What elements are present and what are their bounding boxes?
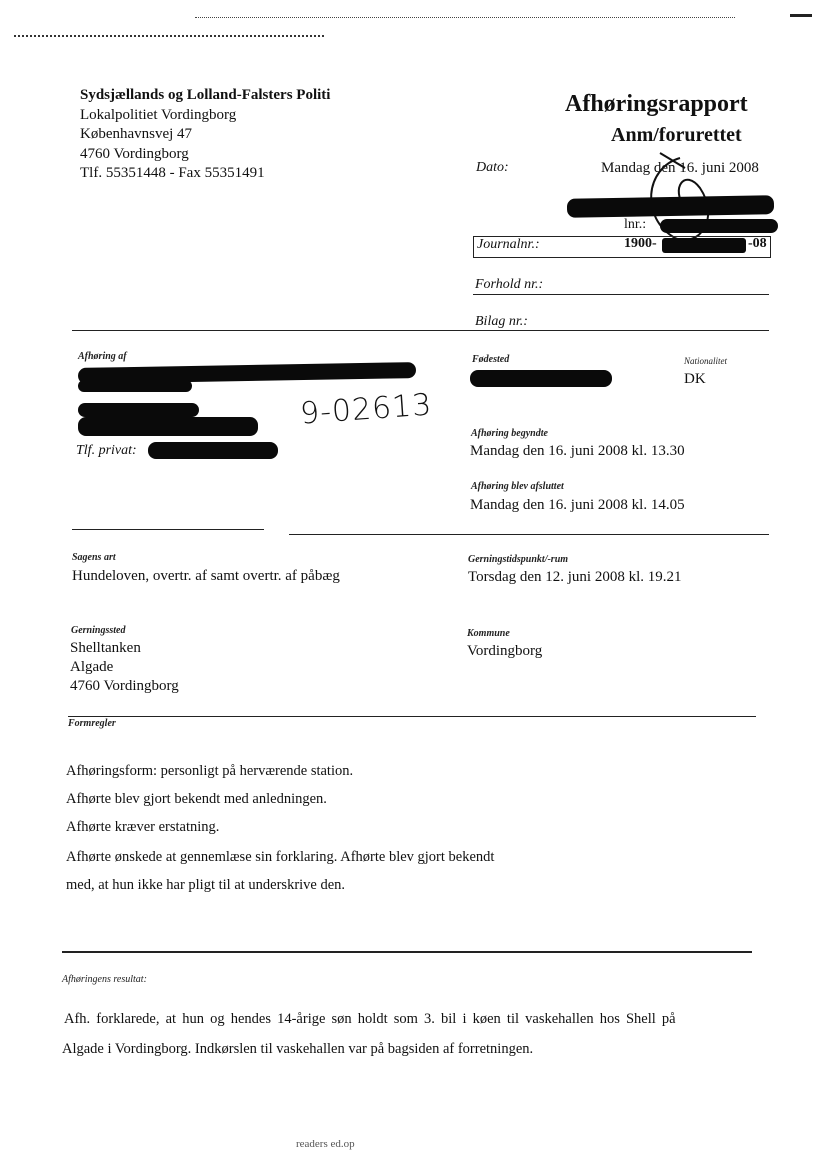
- forhold-label: Forhold nr.:: [475, 277, 544, 292]
- offence-time-value: Torsdag den 12. juni 2008 kl. 19.21: [468, 569, 682, 585]
- sender-street: Københavnsvej 47: [80, 126, 193, 142]
- journal-label: Journalnr.:: [477, 237, 540, 252]
- redaction-bar: [662, 238, 746, 253]
- sender-unit: Lokalpolitiet Vordingborg: [80, 106, 237, 123]
- formalities-line: Afhørte blev gjort bekendt med anledningen.: [66, 791, 327, 807]
- sender-phone: Tlf. 55351448 - Fax 55351491: [80, 165, 265, 181]
- offence-place-line: Shelltanken: [70, 640, 141, 656]
- sender-org: Sydsjællands og Lolland-Falsters Politi: [80, 87, 331, 103]
- offence-place-label: Gerningssted: [71, 625, 126, 636]
- scan-artifact-top: [195, 17, 735, 18]
- divider: [289, 534, 769, 535]
- divider: [72, 330, 769, 331]
- divider: [62, 951, 752, 953]
- footer-text: readers ed.op: [296, 1138, 355, 1150]
- formalities-line: Afhøringsform: personligt på herværende station.: [66, 763, 354, 779]
- redaction-bar: [78, 403, 199, 417]
- redaction-bar: [660, 219, 778, 233]
- interviewee-label: Afhøring af: [78, 351, 127, 362]
- nationality-label: Nationalitet: [684, 356, 728, 366]
- redaction-bar: [78, 380, 192, 392]
- divider: [473, 294, 769, 295]
- offence-place-line: 4760 Vordingborg: [70, 678, 179, 694]
- municipality-label: Kommune: [467, 628, 510, 639]
- redaction-bar: [148, 442, 278, 459]
- divider: [68, 716, 756, 717]
- offence-time-label: Gerningstidspunkt/-rum: [468, 554, 569, 565]
- case-type-label: Sagens art: [72, 552, 116, 563]
- interview-start-label: Afhøring begyndte: [471, 428, 548, 439]
- handwritten-number: 9-02613: [298, 387, 434, 432]
- report-subtitle: Anm/forurettet: [611, 124, 742, 146]
- scan-artifact-block: [790, 14, 812, 17]
- birthplace-label: Fødested: [472, 354, 510, 365]
- formalities-label: Formregler: [68, 718, 116, 729]
- redaction-bar: [470, 370, 612, 387]
- report-title: Afhøringsrapport: [565, 91, 748, 117]
- nationality-value: DK: [684, 371, 706, 387]
- interview-end-value: Mandag den 16. juni 2008 kl. 14.05: [470, 497, 685, 513]
- formalities-line: Afhørte kræver erstatning.: [66, 819, 220, 835]
- date-value: Mandag den 16. juni 2008: [601, 160, 759, 176]
- result-line: Algade i Vordingborg. Indkørslen til vaskehallen var på bagsiden af forretningen.: [62, 1041, 534, 1057]
- lnr-label: lnr.:: [624, 217, 647, 232]
- case-type-value: Hundeloven, overtr. af samt overtr. af påbæg: [72, 568, 340, 584]
- result-line: Afh. forklarede, at hun og hendes 14-årige søn holdt som 3. bil i køen til vaskehallen hos Shell på: [64, 1011, 676, 1027]
- redaction-bar: [567, 195, 774, 218]
- divider: [72, 529, 264, 530]
- sender-address: [80, 86, 330, 184]
- result-label: Afhøringens resultat:: [62, 974, 147, 985]
- bilag-label: Bilag nr.:: [475, 314, 528, 329]
- formalities-line: Afhørte ønskede at gennemlæse sin forklaring. Afhørte blev gjort bekendt: [66, 849, 495, 865]
- redaction-bar: [78, 417, 258, 436]
- municipality-value: Vordingborg: [467, 643, 543, 659]
- journal-value: 1900-: [624, 236, 657, 251]
- phone-private-label: Tlf. privat:: [76, 443, 137, 458]
- formalities-line: med, at hun ikke har pligt til at underskrive den.: [66, 877, 346, 893]
- offence-place-line: Algade: [70, 659, 114, 675]
- interview-start-value: Mandag den 16. juni 2008 kl. 13.30: [470, 443, 685, 459]
- interview-end-label: Afhøring blev afsluttet: [471, 481, 564, 492]
- journal-suffix: -08: [748, 236, 767, 251]
- scan-artifact-left: [14, 35, 324, 37]
- date-label: Dato:: [476, 160, 509, 175]
- sender-city: 4760 Vordingborg: [80, 145, 189, 162]
